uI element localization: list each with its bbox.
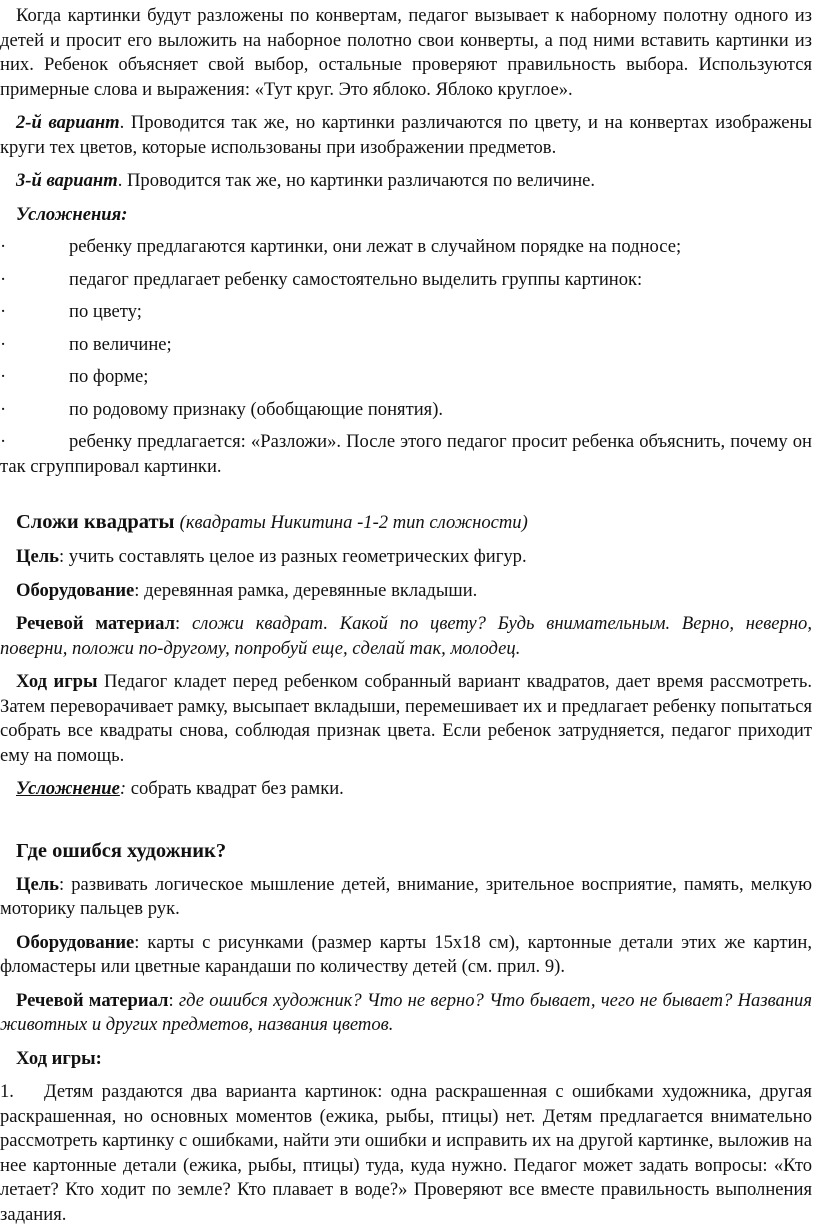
bullet: · [0, 300, 20, 325]
goal-label: Цель [16, 546, 59, 567]
bullet: · [0, 365, 20, 390]
course-label: Ход игры [16, 671, 98, 692]
intro-section [0, 4, 812, 479]
course-label: Ход игры: [0, 1047, 812, 1072]
list-item: · ребенку предлагается: «Разложи». После этого педагог просит ребенка объяснить, почему он так сгруппировал картинки. [0, 430, 812, 479]
paragraph-envelopes: Когда картинки будут разложены по конвертам, педагог вызывает к наборному полотну одного из детей и просит его выложить на наборное полотно свои конверты, а под ними вставить картинки из них. Ребенок объясняет свой выбор, остальные проверяют правильность выбора. Используются примерные слова и выражения: «Тут круг. Это яблоко. Яблоко круглое». [0, 4, 812, 102]
complication-paragraph: Усложнение: собрать квадрат без рамки. [0, 777, 812, 802]
game-subtitle: (квадраты Никитина -1-2 тип сложности) [180, 512, 528, 533]
complication-label: Усложнение [16, 778, 120, 799]
numbered-step [0, 1080, 812, 1227]
course-paragraph: Ход игры Педагог кладет перед ребенком собранный вариант квадратов, дает время рассмотреть. Затем переворачивает рамку, высыпает вкладыши, перемешивает их и предлагает ребенку попытаться собрать все квадраты снова, соблюдая признак цвета. Если ребенок затрудняется, педагог приходит ему на помощь. [0, 670, 812, 768]
game-artist-section [0, 838, 812, 1227]
variant-2-text: . Проводится так же, но картинки различаются по цвету, и на конвертах изображены круги тех цветов, которые использованы при изображении предметов. [0, 112, 812, 158]
equipment-label: Оборудование [16, 932, 134, 953]
list-item: · по родовому признаку (обобщающие понятия). [0, 398, 812, 423]
equipment-paragraph: Оборудование: карты с рисунками (размер карты 15х18 см), картонные детали этих же картин, фломастеры или цветные карандаши по количеству детей (см. прил. 9). [0, 931, 812, 980]
section-title [0, 509, 812, 536]
step-number: 1. [0, 1080, 44, 1105]
game-squares-section [0, 509, 812, 802]
complications-list [0, 235, 812, 479]
speech-paragraph: Речевой материал: где ошибся художник? Что не верно? Что бывает, чего не бывает? Названия животных и других предметов, названия цветов. [0, 989, 812, 1038]
variant-3-text: . Проводится так же, но картинки различаются по величине. [118, 170, 595, 191]
variant-2-label: 2-й вариант [16, 112, 120, 133]
bullet: · [0, 398, 20, 423]
equipment-paragraph: Оборудование: деревянная рамка, деревянные вкладыши. [0, 579, 812, 604]
complications-heading: Усложнения: [0, 203, 812, 228]
section-title: Где ошибся художник? [0, 838, 812, 864]
bullet: · [0, 430, 69, 455]
goal-label: Цель [16, 874, 59, 895]
list-item: · по величине; [0, 333, 812, 358]
equipment-label: Оборудование [16, 580, 134, 601]
game-title: Сложи квадраты [16, 511, 175, 533]
variant-3-label: 3-й вариант [16, 170, 118, 191]
list-item: · ребенку предлагаются картинки, они лежат в случайном порядке на подносе; [0, 235, 812, 260]
step-text: Детям раздаются два варианта картинок: одна раскрашенная с ошибками художника, другая раскрашенная, но основных моментов (ежика, рыбы, птицы) нет. Детям предлагается внимательно рассмотреть картинку с ошибками, найти эти ошибки и исправить их на другой картинке, выложив на нее картонные детали (ежика, рыбы, птицы) туда, куда нужно. Педагог может задать вопросы: «Кто летает? Кто ходит по земле? Кто плавает в воде?» Проверяют все вместе правильность выполнения задания. [0, 1081, 812, 1225]
list-item: · по цвету; [0, 300, 812, 325]
speech-label: Речевой материал [16, 613, 175, 634]
list-item: · по форме; [0, 365, 812, 390]
list-item: · педагог предлагает ребенку самостоятельно выделить группы картинок: [0, 268, 812, 293]
bullet: · [0, 235, 20, 260]
goal-paragraph: Цель: учить составлять целое из разных геометрических фигур. [0, 545, 812, 570]
bullet: · [0, 333, 20, 358]
goal-paragraph: Цель: развивать логическое мышление детей, внимание, зрительное восприятие, память, мелкую моторику пальцев рук. [0, 873, 812, 922]
bullet: · [0, 268, 20, 293]
speech-paragraph: Речевой материал: сложи квадрат. Какой по цвету? Будь внимательным. Верно, неверно, поверни, положи по-другому, попробуй еще, сделай так, молодец. [0, 612, 812, 661]
paragraph-variant-2 [0, 111, 812, 160]
paragraph-variant-3 [0, 169, 812, 194]
speech-label: Речевой материал [16, 990, 169, 1011]
